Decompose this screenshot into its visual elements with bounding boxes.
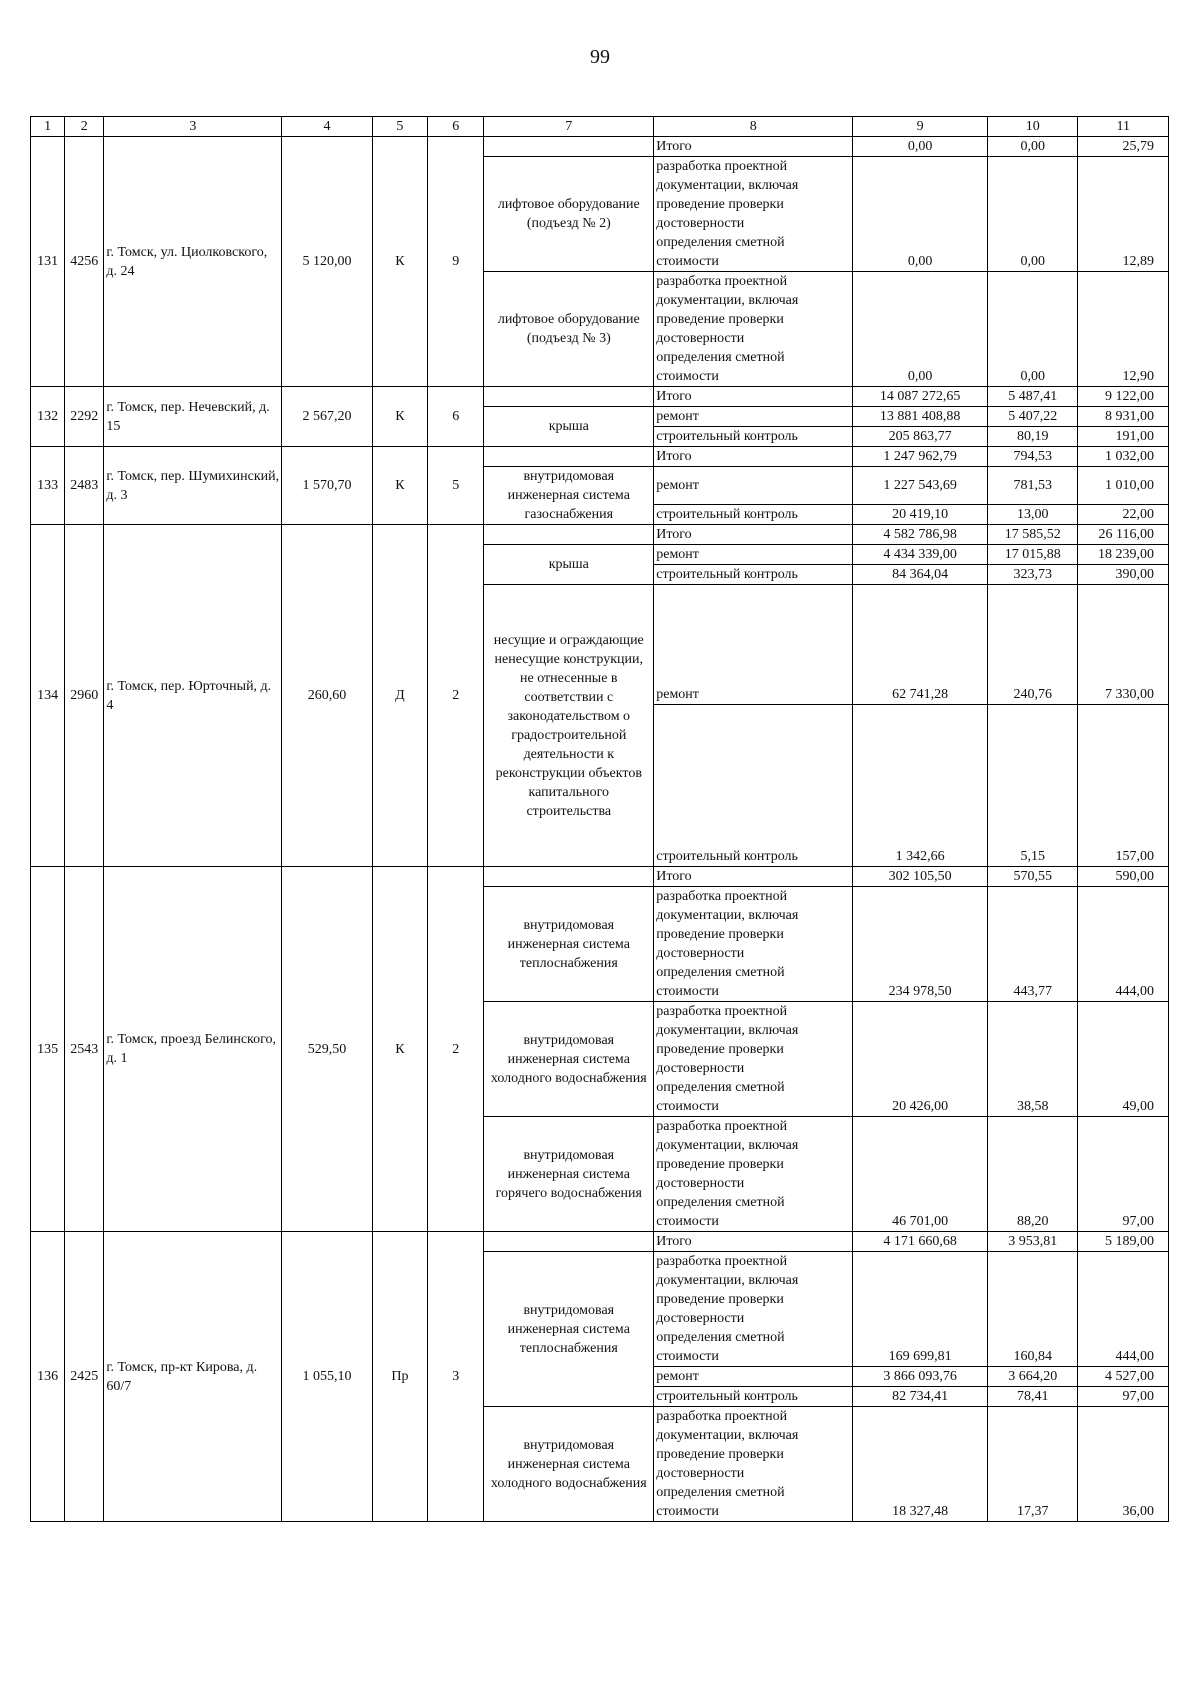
element-cell: внутридомовая инженерная система холодного водоснабжения bbox=[484, 1407, 654, 1522]
value-col9: 234 978,50 bbox=[853, 887, 988, 1002]
row-number: 136 bbox=[31, 1232, 65, 1522]
table-row bbox=[31, 447, 1169, 467]
column-header: 9 bbox=[853, 117, 988, 137]
work-type: разработка проектной документации, включая проведение проверки достоверности определения сметной стоимости bbox=[654, 272, 853, 387]
element-cell: внутридомовая инженерная система теплоснабжения bbox=[484, 887, 654, 1002]
value-col10: 88,20 bbox=[987, 1117, 1077, 1232]
floors: 9 bbox=[428, 137, 484, 387]
row-number: 132 bbox=[31, 387, 65, 447]
value-col10: 13,00 bbox=[987, 505, 1077, 525]
house-id: 2483 bbox=[65, 447, 104, 525]
floors: 5 bbox=[428, 447, 484, 525]
value-col11: 157,00 bbox=[1078, 705, 1169, 867]
value-col10: 794,53 bbox=[987, 447, 1077, 467]
value-col10: 17 585,52 bbox=[987, 525, 1077, 545]
house-type: К bbox=[372, 137, 427, 387]
value-col9: 205 863,77 bbox=[853, 427, 988, 447]
page-number: 99 bbox=[590, 46, 610, 68]
table-row bbox=[31, 387, 1169, 407]
value-col9: 4 582 786,98 bbox=[853, 525, 988, 545]
value-col10: 0,00 bbox=[987, 137, 1077, 157]
value-col9: 4 434 339,00 bbox=[853, 545, 988, 565]
floors: 2 bbox=[428, 525, 484, 867]
value-col11: 36,00 bbox=[1078, 1407, 1169, 1522]
value-col10: 78,41 bbox=[987, 1387, 1077, 1407]
address: г. Томск, пр-кт Кирова, д. 60/7 bbox=[104, 1232, 282, 1522]
element-cell: внутридомовая инженерная система холодного водоснабжения bbox=[484, 1002, 654, 1117]
value-col11: 1 010,00 bbox=[1078, 467, 1169, 505]
element-cell: несущие и ограждающие ненесущие конструкции, не отнесенные в соответствии с законодательством о градостроительной деятельности к реконструкции объектов капитального строительства bbox=[484, 585, 654, 867]
house-id: 2292 bbox=[65, 387, 104, 447]
value-col11: 9 122,00 bbox=[1078, 387, 1169, 407]
value-col11: 8 931,00 bbox=[1078, 407, 1169, 427]
address: г. Томск, проезд Белинского, д. 1 bbox=[104, 867, 282, 1232]
value-col11: 97,00 bbox=[1078, 1117, 1169, 1232]
value-col9: 18 327,48 bbox=[853, 1407, 988, 1522]
work-type: разработка проектной документации, включая проведение проверки достоверности определения сметной стоимости bbox=[654, 887, 853, 1002]
work-type: ремонт bbox=[654, 407, 853, 427]
value-col11: 5 189,00 bbox=[1078, 1232, 1169, 1252]
address: г. Томск, пер. Юрточный, д. 4 bbox=[104, 525, 282, 867]
value-col10: 160,84 bbox=[987, 1252, 1077, 1367]
column-header: 8 bbox=[654, 117, 853, 137]
column-number-row bbox=[31, 117, 1169, 137]
value-col11: 444,00 bbox=[1078, 887, 1169, 1002]
row-number: 131 bbox=[31, 137, 65, 387]
column-header: 2 bbox=[65, 117, 104, 137]
value-col10: 5 487,41 bbox=[987, 387, 1077, 407]
table-row bbox=[31, 1232, 1169, 1252]
value-col10: 323,73 bbox=[987, 565, 1077, 585]
value-col9: 82 734,41 bbox=[853, 1387, 988, 1407]
column-header: 6 bbox=[428, 117, 484, 137]
work-type: разработка проектной документации, включая проведение проверки достоверности определения сметной стоимости bbox=[654, 1407, 853, 1522]
element-cell bbox=[484, 387, 654, 407]
value-col10: 5,15 bbox=[987, 705, 1077, 867]
value-col9: 302 105,50 bbox=[853, 867, 988, 887]
value-col10: 17,37 bbox=[987, 1407, 1077, 1522]
value-col10: 0,00 bbox=[987, 157, 1077, 272]
area: 260,60 bbox=[282, 525, 372, 867]
value-col10: 5 407,22 bbox=[987, 407, 1077, 427]
house-type: Д bbox=[372, 525, 427, 867]
value-col11: 12,90 bbox=[1078, 272, 1169, 387]
row-number: 134 bbox=[31, 525, 65, 867]
work-type: разработка проектной документации, включая проведение проверки достоверности определения сметной стоимости bbox=[654, 157, 853, 272]
work-type: ремонт bbox=[654, 1367, 853, 1387]
address: г. Томск, пер. Шумихинский, д. 3 bbox=[104, 447, 282, 525]
work-type: Итого bbox=[654, 447, 853, 467]
work-type: строительный контроль bbox=[654, 505, 853, 525]
area: 2 567,20 bbox=[282, 387, 372, 447]
house-id: 2960 bbox=[65, 525, 104, 867]
column-header: 11 bbox=[1078, 117, 1169, 137]
value-col9: 13 881 408,88 bbox=[853, 407, 988, 427]
house-type: К bbox=[372, 447, 427, 525]
column-header: 1 bbox=[31, 117, 65, 137]
work-type: ремонт bbox=[654, 545, 853, 565]
area: 529,50 bbox=[282, 867, 372, 1232]
element-cell bbox=[484, 525, 654, 545]
floors: 6 bbox=[428, 387, 484, 447]
value-col9: 0,00 bbox=[853, 137, 988, 157]
row-number: 135 bbox=[31, 867, 65, 1232]
element-cell bbox=[484, 137, 654, 157]
value-col9: 14 087 272,65 bbox=[853, 387, 988, 407]
table-row bbox=[31, 525, 1169, 545]
value-col9: 1 342,66 bbox=[853, 705, 988, 867]
value-col11: 97,00 bbox=[1078, 1387, 1169, 1407]
value-col9: 84 364,04 bbox=[853, 565, 988, 585]
work-type: Итого bbox=[654, 137, 853, 157]
value-col11: 22,00 bbox=[1078, 505, 1169, 525]
house-id: 2425 bbox=[65, 1232, 104, 1522]
work-type: разработка проектной документации, включая проведение проверки достоверности определения сметной стоимости bbox=[654, 1252, 853, 1367]
row-number: 133 bbox=[31, 447, 65, 525]
work-type: Итого bbox=[654, 387, 853, 407]
value-col11: 444,00 bbox=[1078, 1252, 1169, 1367]
element-cell bbox=[484, 867, 654, 887]
work-type: Итого bbox=[654, 1232, 853, 1252]
element-cell: внутридомовая инженерная система горячего водоснабжения bbox=[484, 1117, 654, 1232]
value-col9: 20 426,00 bbox=[853, 1002, 988, 1117]
value-col9: 169 699,81 bbox=[853, 1252, 988, 1367]
value-col10: 781,53 bbox=[987, 467, 1077, 505]
element-cell: крыша bbox=[484, 407, 654, 447]
value-col10: 38,58 bbox=[987, 1002, 1077, 1117]
element-cell: лифтовое оборудование (подъезд № 3) bbox=[484, 272, 654, 387]
value-col9: 1 247 962,79 bbox=[853, 447, 988, 467]
work-type: строительный контроль bbox=[654, 1387, 853, 1407]
house-type: К bbox=[372, 387, 427, 447]
value-col10: 570,55 bbox=[987, 867, 1077, 887]
value-col11: 12,89 bbox=[1078, 157, 1169, 272]
value-col11: 4 527,00 bbox=[1078, 1367, 1169, 1387]
floors: 3 bbox=[428, 1232, 484, 1522]
work-type: строительный контроль bbox=[654, 705, 853, 867]
value-col10: 0,00 bbox=[987, 272, 1077, 387]
value-col9: 0,00 bbox=[853, 157, 988, 272]
value-col11: 1 032,00 bbox=[1078, 447, 1169, 467]
house-id: 2543 bbox=[65, 867, 104, 1232]
column-header: 10 bbox=[987, 117, 1077, 137]
value-col11: 191,00 bbox=[1078, 427, 1169, 447]
value-col9: 1 227 543,69 bbox=[853, 467, 988, 505]
table-row bbox=[31, 137, 1169, 157]
value-col10: 3 953,81 bbox=[987, 1232, 1077, 1252]
value-col11: 7 330,00 bbox=[1078, 585, 1169, 705]
capital-repair-table bbox=[30, 116, 1169, 1522]
column-header: 5 bbox=[372, 117, 427, 137]
value-col11: 49,00 bbox=[1078, 1002, 1169, 1117]
house-type: К bbox=[372, 867, 427, 1232]
element-cell bbox=[484, 1232, 654, 1252]
value-col9: 4 171 660,68 bbox=[853, 1232, 988, 1252]
value-col10: 443,77 bbox=[987, 887, 1077, 1002]
work-type: разработка проектной документации, включая проведение проверки достоверности определения сметной стоимости bbox=[654, 1117, 853, 1232]
work-type: разработка проектной документации, включая проведение проверки достоверности определения сметной стоимости bbox=[654, 1002, 853, 1117]
address: г. Томск, пер. Нечевский, д. 15 bbox=[104, 387, 282, 447]
floors: 2 bbox=[428, 867, 484, 1232]
element-cell: крыша bbox=[484, 545, 654, 585]
column-header: 3 bbox=[104, 117, 282, 137]
area: 1 570,70 bbox=[282, 447, 372, 525]
work-type: ремонт bbox=[654, 467, 853, 505]
house-type: Пр bbox=[372, 1232, 427, 1522]
column-header: 7 bbox=[484, 117, 654, 137]
value-col9: 62 741,28 bbox=[853, 585, 988, 705]
value-col11: 18 239,00 bbox=[1078, 545, 1169, 565]
value-col11: 390,00 bbox=[1078, 565, 1169, 585]
element-cell bbox=[484, 447, 654, 467]
value-col10: 17 015,88 bbox=[987, 545, 1077, 565]
area: 5 120,00 bbox=[282, 137, 372, 387]
work-type: строительный контроль bbox=[654, 427, 853, 447]
value-col10: 240,76 bbox=[987, 585, 1077, 705]
work-type: ремонт bbox=[654, 585, 853, 705]
work-type: Итого bbox=[654, 525, 853, 545]
value-col10: 3 664,20 bbox=[987, 1367, 1077, 1387]
value-col9: 3 866 093,76 bbox=[853, 1367, 988, 1387]
value-col11: 590,00 bbox=[1078, 867, 1169, 887]
value-col11: 26 116,00 bbox=[1078, 525, 1169, 545]
value-col9: 20 419,10 bbox=[853, 505, 988, 525]
element-cell: внутридомовая инженерная система газоснабжения bbox=[484, 467, 654, 525]
element-cell: внутридомовая инженерная система теплоснабжения bbox=[484, 1252, 654, 1407]
element-cell: лифтовое оборудование (подъезд № 2) bbox=[484, 157, 654, 272]
work-type: строительный контроль bbox=[654, 565, 853, 585]
value-col9: 0,00 bbox=[853, 272, 988, 387]
area: 1 055,10 bbox=[282, 1232, 372, 1522]
table-row bbox=[31, 867, 1169, 887]
column-header: 4 bbox=[282, 117, 372, 137]
value-col9: 46 701,00 bbox=[853, 1117, 988, 1232]
address: г. Томск, ул. Циолковского, д. 24 bbox=[104, 137, 282, 387]
value-col11: 25,79 bbox=[1078, 137, 1169, 157]
house-id: 4256 bbox=[65, 137, 104, 387]
work-type: Итого bbox=[654, 867, 853, 887]
value-col10: 80,19 bbox=[987, 427, 1077, 447]
